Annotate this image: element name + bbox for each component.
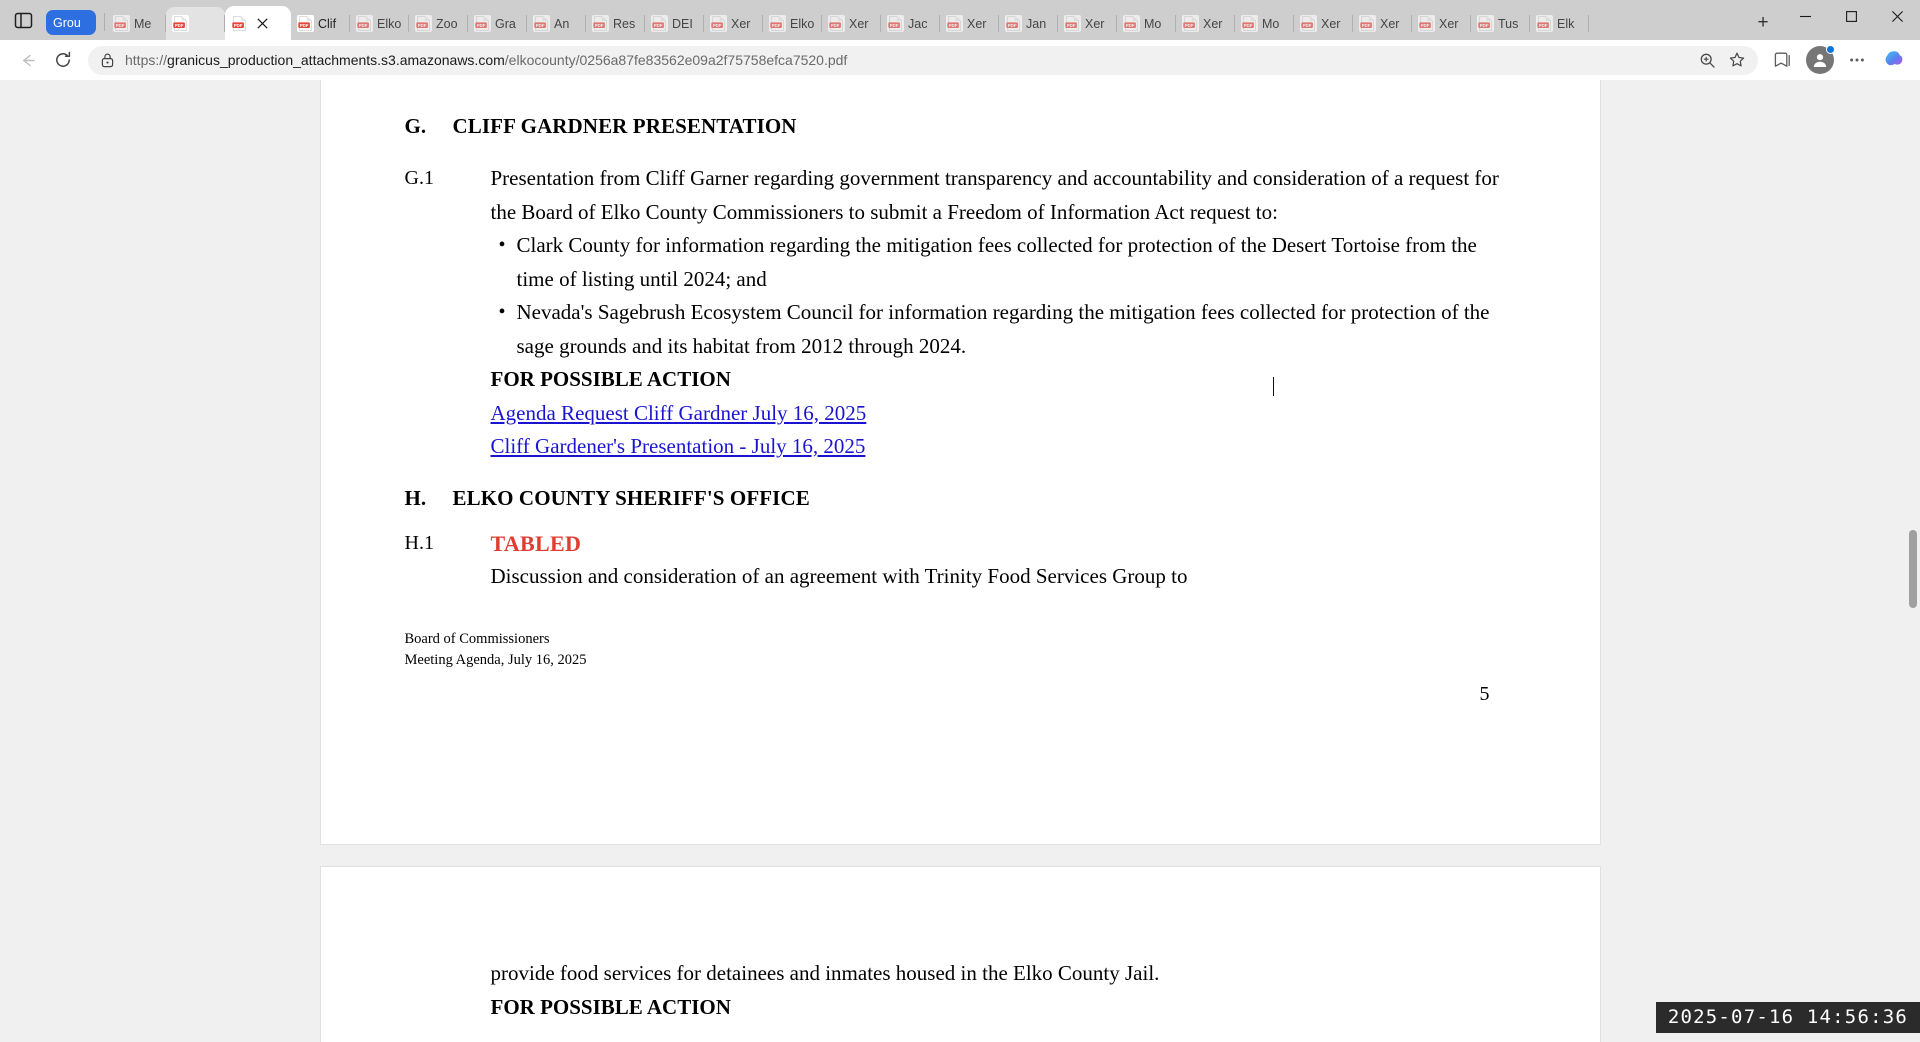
svg-text:PDF: PDF [1302, 22, 1312, 28]
pdf-icon [651, 15, 668, 32]
svg-text:PDF: PDF [1420, 22, 1430, 28]
svg-text:PDF: PDF [1066, 22, 1076, 28]
url-text [125, 52, 1694, 68]
pdf-icon [887, 15, 904, 32]
sidebar-toggle-icon[interactable] [6, 0, 40, 40]
tab-close-icon[interactable] [252, 13, 272, 33]
svg-text:PDF: PDF [653, 22, 663, 28]
svg-text:PDF: PDF [948, 22, 958, 28]
pdf-icon [533, 15, 550, 32]
item-body [491, 527, 1516, 594]
copilot-icon[interactable] [1878, 45, 1910, 75]
pdf-icon [1359, 15, 1376, 32]
possible-action-label: FOR POSSIBLE ACTION [490, 367, 731, 391]
tab-label: An [554, 16, 570, 31]
new-tab-label: + [1757, 11, 1769, 33]
pdf-icon [474, 15, 491, 32]
section-heading-g [405, 114, 1516, 139]
svg-text:PDF: PDF [417, 22, 427, 28]
omnibox-actions [1694, 48, 1750, 72]
tab-label: Jan [1026, 16, 1047, 31]
url-path: /elkocounty/0256a87fe83562e09a2f75758efca7520.pdf [504, 52, 848, 68]
tab-label: Xer [1085, 16, 1105, 31]
browser-tab[interactable] [881, 7, 940, 40]
status-badge: TABLED [490, 530, 582, 556]
attachment-link[interactable]: Agenda Request Cliff Gardner July 16, 2025 [490, 400, 867, 425]
pdf-icon [1123, 15, 1140, 32]
pdf-icon [769, 15, 786, 32]
pdf-icon [1005, 15, 1022, 32]
browser-tab[interactable] [291, 7, 350, 40]
item-bullet-list [491, 229, 1516, 363]
possible-action-label: FOR POSSIBLE ACTION [490, 994, 731, 1019]
browser-tab[interactable] [527, 7, 586, 40]
tab-divider [1588, 15, 1589, 32]
pdf-icon [592, 15, 609, 32]
pdf-icon [1477, 15, 1494, 32]
tab-label: Xer [1321, 16, 1341, 31]
svg-text:PDF: PDF [358, 22, 368, 28]
tab-label: Elk [1557, 16, 1575, 31]
window-controls [1782, 0, 1920, 40]
pdf-viewer [0, 80, 1920, 1042]
section-letter: G. [404, 114, 427, 138]
url-host: granicus_production_attachments.s3.amazonaws.com [167, 52, 505, 68]
page-number: 5 [1479, 682, 1490, 705]
profile-status-dot [1826, 45, 1835, 54]
pdf-icon [946, 15, 963, 32]
section-heading-h [405, 486, 1516, 511]
tab-label: Jac [908, 16, 928, 31]
pdf-icon [1300, 15, 1317, 32]
pdf-icon [1241, 15, 1258, 32]
footer-line-1: Board of Commissioners [404, 630, 550, 647]
tab-label: Elko [377, 16, 402, 31]
lock-icon [100, 52, 117, 69]
pdf-icon [415, 15, 432, 32]
svg-text:PDF: PDF [299, 22, 309, 28]
tab-label: DEI [672, 16, 693, 31]
tab-label: Clif [318, 16, 337, 31]
profile-avatar-icon[interactable] [1806, 46, 1834, 74]
zoom-icon[interactable] [1694, 48, 1720, 72]
item-body [491, 162, 1516, 464]
browser-tab[interactable] [225, 6, 291, 40]
pdf-icon [828, 15, 845, 32]
url-scheme: https:// [125, 52, 168, 68]
new-tab-button[interactable] [1748, 7, 1778, 37]
item-paragraph: Discussion and consideration of an agreement with Trinity Food Services Group to [490, 564, 1188, 588]
browser-tab[interactable] [940, 7, 999, 40]
svg-text:PDF: PDF [830, 22, 840, 28]
svg-text:PDF: PDF [535, 22, 545, 28]
browser-tab[interactable] [409, 7, 468, 40]
browser-tab[interactable] [1412, 7, 1471, 40]
browser-tab[interactable] [822, 7, 881, 40]
section-letter: H. [404, 485, 427, 510]
page-content [321, 867, 1600, 1024]
agenda-item-h1 [405, 527, 1516, 594]
pdf-icon [710, 15, 727, 32]
browser-tab[interactable] [1294, 7, 1353, 40]
pdf-icon [172, 15, 189, 32]
pdf-page [321, 867, 1600, 1042]
svg-text:PDF: PDF [889, 22, 899, 28]
pdf-icon [231, 15, 248, 32]
svg-text:PDF: PDF [1184, 22, 1194, 28]
workspace-label: Grou [53, 15, 81, 30]
workspace-pill[interactable] [46, 10, 96, 35]
browser-tab[interactable] [468, 7, 527, 40]
item-body [491, 957, 1516, 1024]
pdf-page [321, 80, 1600, 844]
browser-tab[interactable] [166, 7, 225, 40]
timestamp-overlay: 2025-07-16 14:56:36 [1656, 1002, 1920, 1033]
browser-tab[interactable] [586, 7, 645, 40]
tab-label: Mo [1262, 16, 1280, 31]
pdf-icon [1418, 15, 1435, 32]
collections-icon[interactable] [1766, 45, 1800, 75]
svg-text:PDF: PDF [115, 22, 125, 28]
more-options-icon[interactable] [1840, 45, 1874, 75]
footer-line-2: Meeting Agenda, July 16, 2025 [404, 651, 587, 668]
browser-tab[interactable] [350, 7, 409, 40]
item-number: H.1 [404, 531, 434, 554]
close-window-button[interactable] [1874, 0, 1920, 32]
tab-label: Gra [495, 16, 516, 31]
reload-icon[interactable] [46, 45, 80, 75]
tab-label: Zoo [436, 16, 458, 31]
item-paragraph: Presentation from Cliff Garner regarding government transparency and accountability and consideration of a request for the Board of Elko County Commissioners to submit a Freedom of Information Act request to: [490, 166, 1499, 224]
svg-text:PDF: PDF [1007, 22, 1017, 28]
tab-label: Xer [967, 16, 987, 31]
pdf-icon [1182, 15, 1199, 32]
toolbar-right-actions [1766, 45, 1910, 75]
back-arrow-icon[interactable] [10, 45, 44, 75]
tab-label: Elko [790, 16, 815, 31]
tab-label: Me [134, 16, 152, 31]
svg-text:PDF: PDF [1479, 22, 1489, 28]
svg-text:PDF: PDF [1243, 22, 1253, 28]
pdf-icon [1064, 15, 1081, 32]
pdf-icon [1536, 15, 1553, 32]
browser-tab[interactable] [1353, 7, 1412, 40]
agenda-item-g1 [405, 162, 1516, 464]
scrollbar-thumb[interactable] [1909, 530, 1917, 608]
svg-text:PDF: PDF [233, 22, 243, 28]
section-title: CLIFF GARDNER PRESENTATION [452, 114, 797, 138]
browser-tab[interactable] [1058, 7, 1117, 40]
browser-tab[interactable] [1235, 7, 1294, 40]
pdf-icon [113, 15, 130, 32]
agenda-item-continued [405, 957, 1516, 1024]
tab-label: Tus [1498, 16, 1519, 31]
tab-label: Xer [1203, 16, 1223, 31]
browser-toolbar [0, 40, 1920, 80]
section-title: ELKO COUNTY SHERIFF'S OFFICE [452, 485, 810, 510]
svg-text:PDF: PDF [1361, 22, 1371, 28]
maximize-button[interactable] [1828, 0, 1874, 32]
browser-tab[interactable] [645, 7, 704, 40]
item-paragraph: provide food services for detainees and inmates housed in the Elko County Jail. [490, 961, 1160, 985]
browser-tab[interactable] [763, 7, 822, 40]
page-content [321, 80, 1600, 706]
pdf-icon [356, 15, 373, 32]
address-bar[interactable] [88, 46, 1758, 75]
svg-text:PDF: PDF [594, 22, 604, 28]
svg-text:PDF: PDF [712, 22, 722, 28]
text-caret [1273, 377, 1274, 396]
svg-text:PDF: PDF [174, 22, 184, 28]
browser-tab[interactable] [1176, 7, 1235, 40]
tab-label: Xer [849, 16, 869, 31]
vertical-scrollbar[interactable] [1906, 80, 1920, 1042]
star-icon[interactable] [1724, 48, 1750, 72]
minimize-button[interactable] [1782, 0, 1828, 32]
tab-label: Mo [1144, 16, 1162, 31]
tab-label: Res [613, 16, 636, 31]
page-footer [405, 629, 1516, 671]
tab-list [107, 0, 1744, 40]
pdf-icon [297, 15, 314, 32]
browser-tab[interactable] [704, 7, 763, 40]
svg-text:PDF: PDF [1538, 22, 1548, 28]
browser-tab[interactable] [1117, 7, 1176, 40]
svg-text:PDF: PDF [1125, 22, 1135, 28]
tab-strip [0, 0, 1920, 40]
item-number-spacer [405, 957, 491, 1024]
tabstrip-divider [104, 13, 105, 31]
browser-tab[interactable] [999, 7, 1058, 40]
svg-text:PDF: PDF [771, 22, 781, 28]
browser-tab[interactable] [1471, 7, 1530, 40]
item-number: G.1 [404, 167, 434, 189]
list-item: • Clark County for information regarding the mitigation fees collected for protection of the Desert Tortoise from the time of listing until 2024; and [491, 229, 1516, 296]
tab-label: Xer [1380, 16, 1400, 31]
browser-tab[interactable] [1530, 7, 1589, 40]
list-item: • Nevada's Sagebrush Ecosystem Council for information regarding the mitigation fees collected for protection of the sage grounds and its habitat from 2012 through 2024. [491, 296, 1516, 363]
browser-tab[interactable] [107, 7, 166, 40]
svg-text:PDF: PDF [476, 22, 486, 28]
tab-label: Xer [731, 16, 751, 31]
tab-label: Xer [1439, 16, 1459, 31]
attachment-link[interactable]: Cliff Gardener's Presentation - July 16, 2025 [490, 434, 866, 458]
